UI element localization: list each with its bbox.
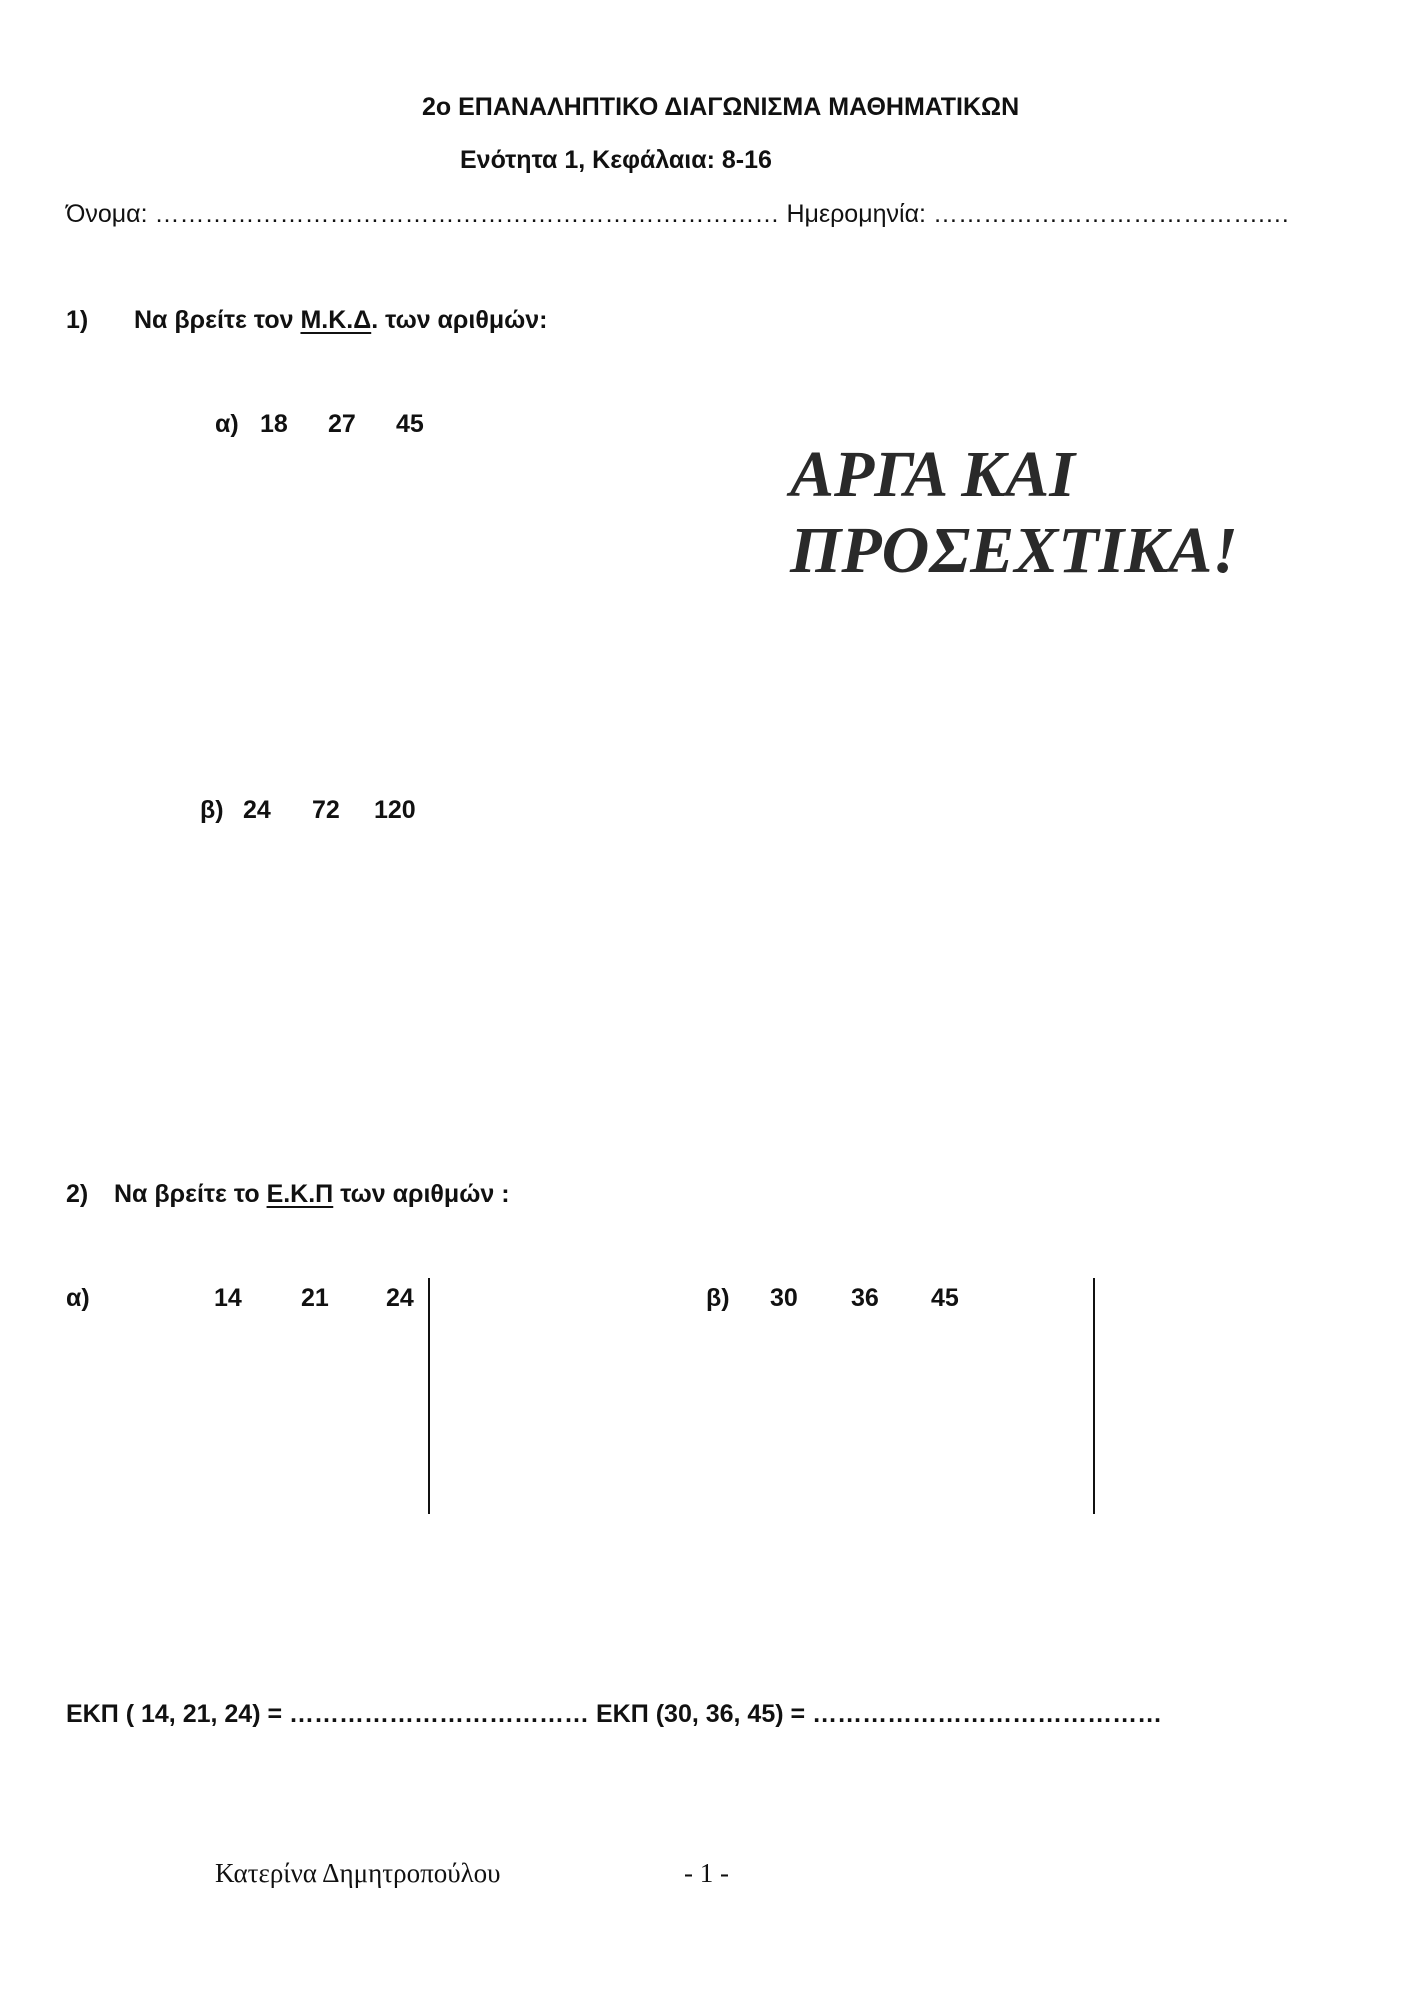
date-field[interactable]: ………………………………….… (932, 200, 1290, 228)
lcm2-answer-field[interactable]: …………………………………… (812, 1700, 1163, 1728)
q2-b-division-line (1093, 1278, 1095, 1514)
q2-text (114, 1180, 510, 1209)
banner-line-2: ΠΡΟΣΕΧΤΙΚΑ! (790, 514, 1238, 587)
q2-text-after: των αριθμών : (340, 1180, 510, 1208)
footer-author: Κατερίνα Δημητροπούλου (215, 1858, 501, 1888)
lcm-answer-line (66, 1700, 1162, 1729)
q2-a-value-3: 24 (386, 1284, 414, 1312)
q1-b-value-3: 120 (374, 796, 416, 824)
q2-underlined-term: Ε.Κ.Π (266, 1180, 334, 1208)
name-label: Όνομα: (66, 200, 148, 228)
lcm1-label: ΕΚΠ ( 14, 21, 24) = (66, 1700, 283, 1728)
page-subtitle: Ενότητα 1, Κεφάλαια: 8-16 (460, 146, 772, 174)
banner-line-1: ΑΡΓΑ ΚΑΙ (790, 438, 1075, 511)
q1-a-label: α) (215, 410, 239, 438)
q2-number: 2) (66, 1180, 89, 1208)
lcm2-label: ΕΚΠ (30, 36, 45) = (595, 1700, 806, 1728)
q1-a-value-1: 18 (260, 410, 288, 438)
q2-a-label: α) (66, 1284, 90, 1312)
q2-b-value-1: 30 (770, 1284, 798, 1312)
q2-b-value-2: 36 (851, 1284, 879, 1312)
name-field[interactable]: ………………………………………………………………… (154, 200, 780, 228)
q2-b-value-3: 45 (931, 1284, 959, 1312)
q2-a-value-1: 14 (214, 1284, 242, 1312)
q1-number: 1) (66, 306, 89, 334)
footer-page-number: - 1 - (684, 1858, 729, 1888)
q1-b-value-1: 24 (243, 796, 271, 824)
date-label: Ημερομηνία: (786, 200, 926, 228)
q1-text (134, 306, 547, 335)
q1-a-value-3: 45 (396, 410, 424, 438)
q2-a-value-2: 21 (301, 1284, 329, 1312)
q1-b-label: β) (200, 796, 224, 824)
q1-underlined-term: Μ.Κ.Δ (300, 306, 372, 334)
q2-text-before: Να βρείτε το (114, 1180, 260, 1208)
q1-text-before: Να βρείτε τον (134, 306, 294, 334)
name-date-line (66, 200, 1290, 229)
q1-b-value-2: 72 (312, 796, 340, 824)
q1-a-value-2: 27 (328, 410, 356, 438)
page-title: 2ο ΕΠΑΝΑΛΗΠΤΙΚΟ ΔΙΑΓΩΝΙΣΜΑ ΜΑΘΗΜΑΤΙΚΩΝ (422, 93, 1020, 121)
lcm1-answer-field[interactable]: ……………………………… (289, 1700, 590, 1728)
q1-text-after: . των αριθμών: (371, 306, 548, 334)
q2-a-division-line (428, 1278, 430, 1514)
q2-b-label: β) (706, 1284, 730, 1312)
